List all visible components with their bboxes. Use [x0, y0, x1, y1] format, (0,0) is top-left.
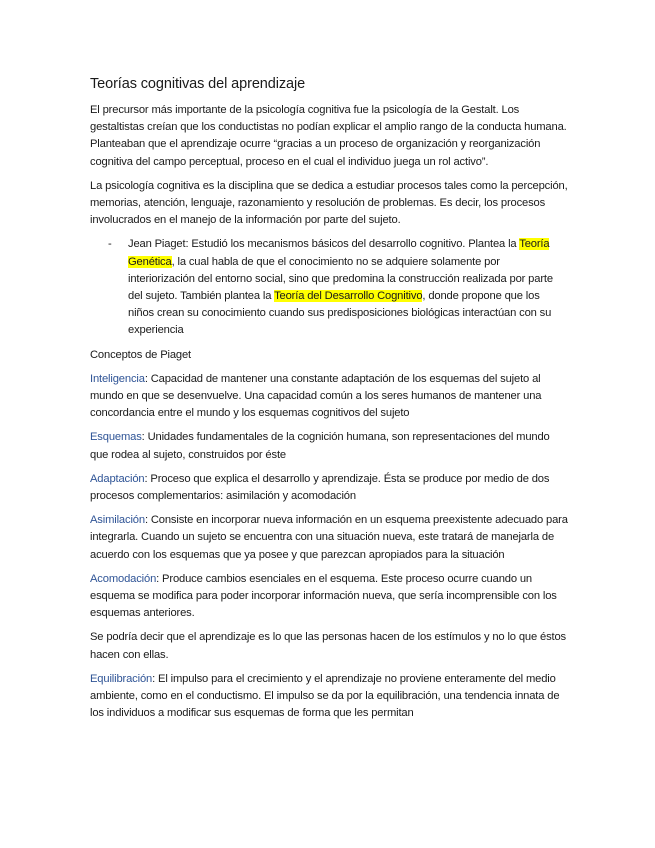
concept-term: Asimilación	[90, 514, 145, 527]
concept-asimilacion	[90, 512, 568, 564]
concept-term: Adaptación	[90, 472, 145, 485]
middle-paragraph: Se podría decir que el aprendizaje es lo que las personas hacen de los estímulos y no lo que éstos hacen con ellas.	[90, 631, 566, 661]
definition-paragraph: La psicología cognitiva es la disciplina que se dedica a estudiar procesos tales como la percepción, memorias, atención, lenguaje, razonamiento y resolución de problemas. Es decir, los procesos involucrados en el manejo de la información por parte del sujeto.	[90, 179, 568, 227]
concept-text: : Proceso que explica el desarrollo y aprendizaje. Ésta se produce por medio de dos procesos complementarios: asimilación y acomodación	[90, 472, 550, 503]
bullet-text-part2: , la cual habla de que el conocimiento no se adquiere solamente por interiorización del entorno social, sino que predomina la construcción realizada por parte del sujeto. También plantea la	[128, 255, 553, 303]
concept-equilibracion	[90, 671, 568, 723]
section-heading-conceptos: Conceptos de Piaget	[90, 348, 192, 361]
concept-esquemas	[90, 429, 568, 463]
concept-inteligencia	[90, 371, 568, 423]
bullet-text-part3: , donde propone que los niños crean su conocimiento cuando sus predisposiciones biológicas interactúan con su experiencia	[128, 290, 552, 337]
document-page	[90, 76, 568, 730]
document-title: Teorías cognitivas del aprendizaje	[90, 76, 306, 92]
bullet-marker: -	[108, 238, 112, 251]
piaget-bullet	[90, 236, 568, 339]
concept-acomodacion	[90, 571, 568, 623]
concept-text: : Consiste en incorporar nueva información en un esquema preexistente adecuado para integrarla. Cuando un sujeto se encuentra con una situación nueva, este tratará de manejarla de acuerdo con los esquemas que ya posee y que parezcan apropiados para la situación	[90, 514, 568, 561]
concept-text: : Capacidad de mantener una constante adaptación de los esquemas del sujeto al mundo en que se desenvuelve. Una capacidad común a los seres humanos de mantener una concordancia entre el mundo y los esquemas cognitivos del sujeto	[90, 372, 542, 420]
bullet-text-part1: Jean Piaget: Estudió los mecanismos básicos del desarrollo cognitivo. Plantea la	[128, 238, 520, 251]
highlight-teoria-desarrollo-cognitivo: Teoría del Desarrollo Cognitivo	[274, 290, 423, 303]
concept-term: Inteligencia	[90, 372, 145, 385]
concept-text: : Produce cambios esenciales en el esquema. Este proceso ocurre cuando un esquema se modifica para poder incorporar información nueva, que sería incomprensible con los esquemas anteriores.	[90, 572, 557, 620]
concept-term: Esquemas	[90, 431, 142, 444]
concept-term: Equilibración	[90, 672, 153, 685]
concept-adaptacion	[90, 471, 568, 505]
concept-text: : El impulso para el crecimiento y el aprendizaje no proviene enteramente del medio ambiente, como en el conductismo. El impulso se da por la equilibración, una tendencia innata de los individuos a modificar sus esquemas de forma que les permitan	[90, 672, 560, 720]
highlight-teoria-genetica: Teoría Genética	[128, 238, 550, 268]
intro-paragraph: El precursor más importante de la psicología cognitiva fue la psicología de la Gestalt. Los gestaltistas creían que los conductistas no podían explicar el amplio rango de la conducta humana. Planteaban que el aprendizaje ocurre “gracias a un proceso de organización y reorganización cognitiva del campo perceptual, proceso en el cual el individuo juega un rol activo”.	[90, 104, 567, 168]
concept-term: Acomodación	[90, 572, 157, 585]
bullet-text	[128, 236, 568, 339]
concept-text: : Unidades fundamentales de la cognición humana, son representaciones del mundo que rodea al sujeto, construidos por éste	[90, 431, 550, 461]
